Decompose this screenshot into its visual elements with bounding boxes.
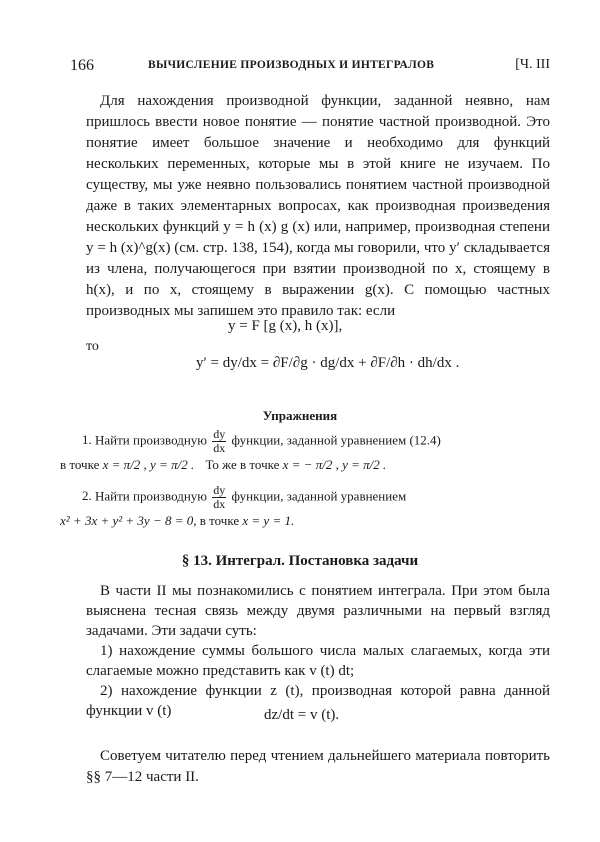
paragraph-integral-intro-text: В части II мы познакомились с понятием интеграла. При этом была выяснена тесная связь между двумя различными на первый взгляд задачами. Эти задачи суть:	[86, 583, 550, 639]
paragraph-implicit-derivative: Для нахождения производной функции, заданной неявно, нам пришлось ввести новое понятие — понятие частной производной. Это понятие имеет большое значение и необходимо для функций нескольких переменных, которые мы в этой книге не изучаем. По существу, мы уже неявно пользовались понятием частной производной даже в таких элементарных вопросах, как производная произведения нескольких функций y = h (x) g (x) или, например, производная степени y = h (x)^g(x) (см. стр. 138, 154), когда мы говорили, что y′ складывается из члена, получающегося при взятии производной по x, стоящему в h(x), и по x, стоящему в выражении g(x). С помощью частных производных мы запишем это правило так: если	[86, 93, 550, 319]
formula-composite-function-text: y = F [g (x), h (x)],	[228, 318, 343, 334]
exercises-heading: Упражнения	[262, 408, 338, 423]
exercise-2	[60, 484, 552, 531]
exercise-2-equation: x² + 3x + y² + 3y − 8 = 0,	[60, 513, 197, 528]
exercise-1-after: функции, заданной уравнением (12.4)	[231, 432, 441, 448]
exercise-2-after: функции, заданной уравнением	[231, 488, 407, 504]
exercise-2-number: 2.	[82, 488, 92, 504]
exercise-1-mid: То же в точке	[205, 457, 280, 472]
exercise-1-frac-num: dy	[213, 427, 226, 441]
exercise-1	[60, 428, 552, 475]
formula-composite-function	[228, 318, 342, 335]
paragraph-integral-intro	[86, 581, 550, 721]
page-number: 166	[70, 57, 94, 74]
exercise-1-before: Найти производную	[95, 432, 208, 448]
formula-chain-rule	[196, 355, 459, 372]
exercise-2-point: x = y = 1.	[242, 513, 295, 528]
section-title: § 13. Интеграл. Постановка задачи	[181, 553, 419, 569]
paragraph-advice	[86, 746, 550, 788]
paragraph-advice-text: Советуем читателю перед чтением дальнейшего материала повторить §§ 7—12 части II.	[86, 748, 550, 785]
page-header	[70, 57, 550, 77]
formula-derivative-z-text: dz/dt = v (t).	[264, 707, 340, 723]
exercise-2-before: Найти производную	[95, 488, 208, 504]
formula-chain-rule-text: y′ = dy/dx = ∂F/∂g · dg/dx + ∂F/∂h · dh/dx .	[196, 355, 460, 371]
task-item-1: 1) нахождение суммы большого числа малых слагаемых, когда эти слагаемые можно представить как v (t) dt;	[86, 643, 550, 679]
exercise-1-frac-den: dx	[213, 441, 226, 455]
word-to: то	[86, 339, 99, 354]
exercise-2-point-prefix: в точке	[199, 513, 240, 528]
exercise-2-frac-num: dy	[213, 483, 226, 497]
exercise-1-point1: x = π/2 , y = π/2 .	[102, 457, 195, 472]
chapter-label: [Ч. III	[515, 57, 550, 72]
exercise-1-fraction	[212, 428, 226, 455]
exercise-1-point2: x = − π/2 , y = π/2 .	[282, 457, 387, 472]
exercise-2-fraction	[212, 484, 226, 511]
task-item-2: 2) нахождение функции z (t), производная которой равна данной функции v (t)	[86, 683, 550, 719]
running-title: ВЫЧИСЛЕНИЕ ПРОИЗВОДНЫХ И ИНТЕГРАЛОВ	[148, 59, 435, 71]
exercise-2-frac-den: dx	[213, 497, 226, 511]
exercise-1-number: 1.	[82, 432, 92, 448]
formula-derivative-z	[264, 707, 339, 724]
exercise-1-point-prefix: в точке	[60, 457, 100, 472]
